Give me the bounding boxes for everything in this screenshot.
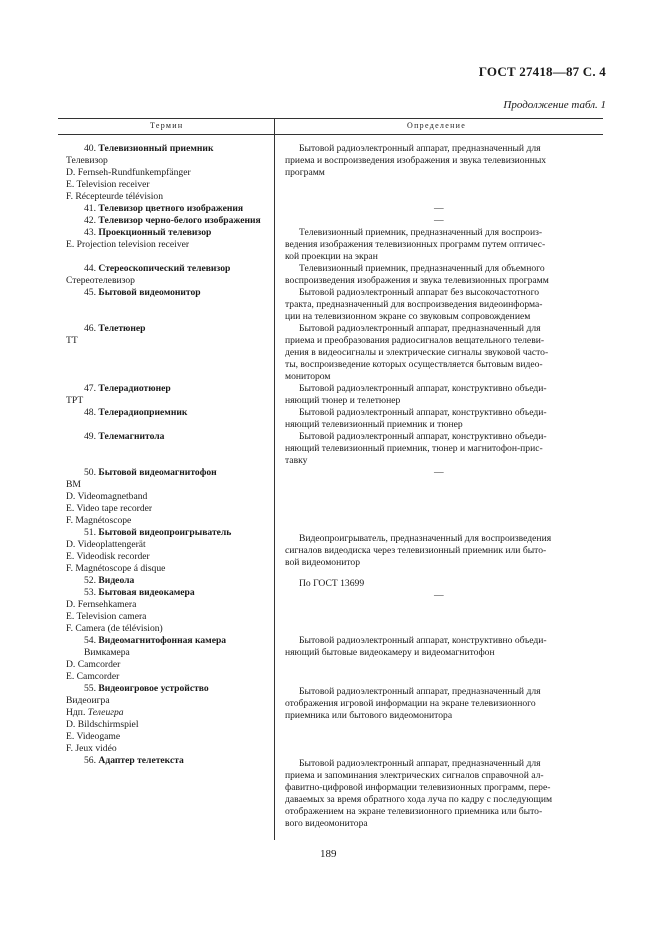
definition-line: приема и преобразования радиосигналов вещательного телеви- [285,335,545,346]
term-foreign-en: E. Projection television receiver [66,239,190,250]
term-name: Видеомагнитофонная камера [98,635,227,646]
term-name: Видеоигровое устройство [98,683,209,694]
term-name: Бытовой видеомагнитофон [98,467,217,478]
definition-line: дения в видеосигналы и электрические сигналы звуковой часто- [285,347,549,358]
term-foreign-en: E. Television camera [66,611,147,622]
definition-line: няющий бытовые видеокамеру и видеомагнитофон [285,647,495,658]
definition-line: монитором [285,371,331,382]
page-header-title: ГОСТ 27418—87 С. 4 [478,64,606,79]
definition-line: фавитно-цифровой информации телевизионных программ, пере- [285,782,551,793]
definition-line: Бытовой радиоэлектронный аппарат, конструктивно объеди- [299,407,547,418]
term-foreign-fr: F. Camera (de télévision) [66,623,163,634]
term-51 [84,527,231,539]
definition-line: ведения изображения телевизионных программ путем оптичес- [285,239,546,250]
term-41 [84,203,243,215]
term-abbreviation: ВМ [66,479,81,490]
term-number: 54. [84,635,96,646]
definition-line: Бытовой радиоэлектронный аппарат без высокочастотного [299,287,540,298]
term-foreign-fr: F. Magnétoscope á disque [66,563,166,574]
term-number: 42. [84,215,96,226]
definition-line: Бытовой радиоэлектронный аппарат, конструктивно объеди- [299,383,547,394]
definition-line: приема и запоминания электрических сигналов справочной ал- [285,770,544,781]
term-name: Телемагнитола [98,431,165,442]
term-number: 55. [84,683,96,694]
term-foreign-de: D. Camcorder [66,659,121,670]
term-number: 45. [84,287,96,298]
definition-line: няющий телевизионный приемник и тюнер [285,419,463,430]
term-45 [84,287,201,299]
page-number: 189 [320,848,337,860]
definition-line: Телевизионный приемник, предназначенный для воспроиз- [299,227,543,238]
term-name: Видеола [98,575,135,586]
table-header-rule [58,134,603,135]
term-43 [84,227,211,239]
term-55 [84,683,209,695]
definition-line: Видеопроигрыватель, предназначенный для воспроизведения [299,533,552,544]
term-foreign-de: D. Fernseh-Rundfunkempfänger [66,167,191,178]
term-synonym: Вимкамера [84,647,130,658]
term-number: 53. [84,587,96,598]
term-number: 43. [84,227,96,238]
term-synonym: Стереотелевизор [66,275,135,286]
term-number: 50. [84,467,96,478]
term-name: Телетюнер [98,323,146,334]
definition-line: вой видеомонитор [285,557,361,568]
column-header-term: Термин [150,121,184,130]
definition-line: Бытовой радиоэлектронный аппарат, конструктивно объеди- [299,635,547,646]
column-header-definition: Определение [407,121,467,130]
term-number: 49. [84,431,96,442]
definition-line: ты, воспроизведение которых осуществляется бытовым видео- [285,359,543,370]
term-foreign-fr: F. Récepteurde télévision [66,191,164,202]
term-name: Стереоскопический телевизор [98,263,231,274]
term-name: Бытовой видеопроигрыватель [98,527,232,538]
term-name: Бытовой видеомонитор [98,287,201,298]
definition-line: даваемых за время обратного хода луча по кадру с последующим [285,794,553,805]
definition-dash: — [434,590,444,601]
definition-line: воспроизведения изображения и звука телевизионных программ [285,275,549,286]
term-50 [84,467,217,479]
term-name: Телевизионный приемник [98,143,214,154]
definition-line: Бытовой радиоэлектронный аппарат, предназначенный для [299,758,541,769]
ndp-term: Телеигра [87,707,124,718]
term-53 [84,587,195,599]
term-name: Телерадиотюнер [98,383,171,394]
term-foreign-en: E. Television receiver [66,179,150,190]
term-foreign-de: D. Fernsehkamera [66,599,137,610]
term-foreign-en: E. Videogame [66,731,121,742]
definition-line: приема и воспроизведения изображения и звука телевизионных [285,155,547,166]
term-foreign-en: E. Camcorder [66,671,120,682]
term-name: Телерадиоприемник [98,407,188,418]
term-number: 52. [84,575,96,586]
definition-line: тавку [285,455,308,466]
term-name: Проекционный телевизор [98,227,212,238]
term-synonym: Телевизор [66,155,108,166]
definition-line: отображения игровой информации на экране телевизионного [285,698,536,709]
term-number: 48. [84,407,96,418]
term-40 [84,143,213,155]
term-synonym: Видеоигра [66,695,110,706]
column-divider [274,118,275,840]
term-42 [84,215,261,227]
definition-line: Бытовой радиоэлектронный аппарат, предназначенный для [299,686,541,697]
term-number: 44. [84,263,96,274]
definition-line: тракта, предназначенный для воспроизведения видеоинформа- [285,299,543,310]
definition-line: ции на телевизионном экране со звуковым сопровождением [285,311,531,322]
term-46 [84,323,146,335]
definition-dash: — [434,215,444,226]
term-number: 56. [84,755,96,766]
definition-line: кой проекции на экран [285,251,378,262]
definition-dash: — [434,203,444,214]
definition-line: сигналов видеодиска через телевизионный приемник или быто- [285,545,547,556]
definition-line: Бытовой радиоэлектронный аппарат, конструктивно объеди- [299,431,547,442]
term-abbreviation: ТТ [66,335,78,346]
term-foreign-fr: F. Jeux vidéo [66,743,117,754]
term-48 [84,407,187,419]
term-54 [84,635,226,647]
term-47 [84,383,171,395]
definition-line: Бытовой радиоэлектронный аппарат, предназначенный для [299,143,541,154]
table-top-rule [58,118,603,119]
term-name: Телевизор черно-белого изображения [98,215,261,226]
term-number: 46. [84,323,96,334]
term-49 [84,431,164,443]
definition-line: отображением на экране телевизионного приемника или быто- [285,806,543,817]
term-abbreviation: ТРТ [66,395,84,406]
term-number: 40. [84,143,96,154]
term-foreign-en: E. Videodisk recorder [66,551,150,562]
term-name: Бытовая видеокамера [98,587,195,598]
ndp-label: Ндп. [66,707,86,718]
definition-line: Телевизионный приемник, предназначенный для объемного [299,263,545,274]
definition-line: приемника или бытового видеомонитора [285,710,453,721]
definition-line: няющий телевизионный приемник, тюнер и магнитофон-прис- [285,443,543,454]
term-foreign-de: D. Bildschirmspiel [66,719,139,730]
term-foreign-en: E. Video tape recorder [66,503,153,514]
term-56 [84,755,184,767]
term-name: Адаптер телетекста [98,755,184,766]
definition-line: вого видеомонитора [285,818,368,829]
term-number: 41. [84,203,96,214]
term-foreign-fr: F. Magnétoscope [66,515,132,526]
term-name: Телевизор цветного изображения [98,203,244,214]
term-number: 51. [84,527,96,538]
definition-line: По ГОСТ 13699 [299,578,365,589]
table-continuation-note: Продолжение табл. 1 [503,99,606,111]
term-44 [84,263,230,275]
term-number: 47. [84,383,96,394]
term-not-allowed [66,707,124,719]
term-52 [84,575,134,587]
definition-line: Бытовой радиоэлектронный аппарат, предназначенный для [299,323,541,334]
definition-line: программ [285,167,325,178]
term-foreign-de: D. Videomagnetband [66,491,148,502]
term-foreign-de: D. Videoplattengerät [66,539,146,550]
definition-line: няющий тюнер и телетюнер [285,395,401,406]
definition-dash: — [434,467,444,478]
